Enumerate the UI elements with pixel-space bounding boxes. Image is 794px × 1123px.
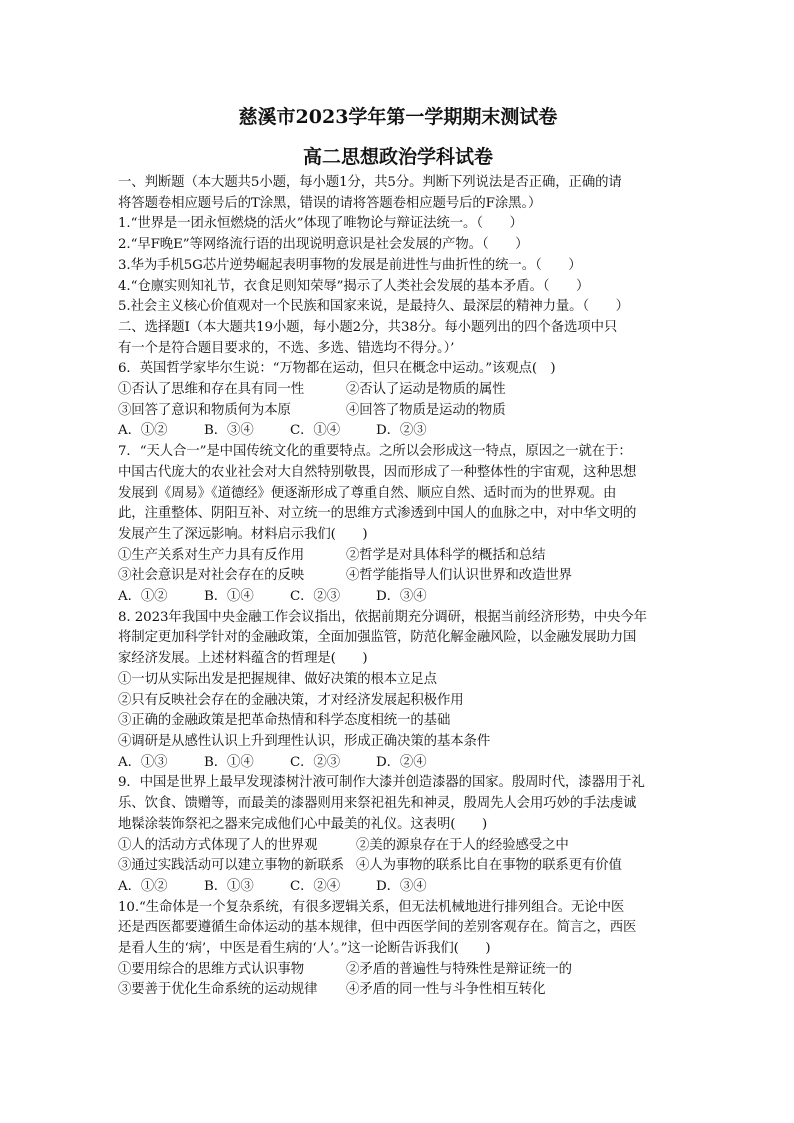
option-c: C．②④: [290, 878, 341, 894]
question-stem-cont: 乐、饮食、馈赠等，而最美的漆器则用来祭祀祖先和神灵，殷周先人会用巧妙的手法虔诚: [118, 796, 637, 812]
option-a: A．①③: [118, 754, 168, 770]
statement-2: ②哲学是对具体科学的概括和总结: [346, 547, 546, 563]
question-stem: 9．中国是世界上最早发现漆树汁液可制作大漆并创造漆器的国家。殷周时代，漆器用于礼: [118, 775, 645, 791]
statement-4: ④回答了物质是运动的物质: [346, 402, 506, 418]
option-b: B．③④: [204, 423, 254, 439]
answer-options: [118, 753, 678, 774]
statement-3: ③回答了意识和物质何为本原: [118, 402, 291, 418]
option-a: A．①②: [118, 423, 168, 439]
question-stem: 8. 2023年我国中央金融工作会议指出，依据前期充分调研，根据当前经济形势，中央今年: [118, 609, 647, 625]
answer-options: [118, 587, 678, 608]
question-stem-cont: 中国古代庞大的农业社会对大自然特别敬畏，因而形成了一种整体性的宇宙观，这种思想: [118, 464, 637, 480]
statement-4: ④矛盾的同一性与斗争性相互转化: [346, 982, 546, 998]
judgment-item-2: 2.“早F晚E”等网络流行语的出现说明意识是社会发展的产物。（ ）: [118, 237, 529, 253]
question-stem-cont: 发展到《周易》《道德经》便逐渐形成了尊重自然、顺应自然、适时而为的世界观。由: [118, 485, 617, 501]
option-b: B．①④: [204, 754, 254, 770]
section1-header-cont: 将答题卷相应题号后的T涂黑，错误的请将答题卷相应题号后的F涂黑。）: [118, 195, 542, 211]
section2-header-cont: 有一个是符合题目要求的，不选、多选、错选均不得分。）’: [118, 340, 455, 356]
statement-2: ②只有反映社会存在的金融决策，才对经济发展起积极作用: [118, 692, 464, 708]
question-10: [118, 898, 678, 1002]
judgment-item-4: 4.“仓廪实则知礼节，衣食足则知荣辱”揭示了人类社会发展的基本矛盾。（ ）: [118, 278, 590, 294]
question-stem-cont: 是看人生的‘病’，中医是看生病的‘人’。”这一论断告诉我们( ): [118, 941, 491, 957]
statement-2: ②矛盾的普遍性与特殊性是辩证统一的: [346, 961, 572, 977]
option-c: C．②③: [290, 589, 341, 605]
statement-2: ②美的源泉存在于人的经验感受之中: [356, 837, 569, 853]
statement-4: ④哲学能指导人们认识世界和改造世界: [346, 568, 572, 584]
statement-2: ②否认了运动是物质的属性: [346, 382, 506, 398]
statement-3: ③正确的金融政策是把革命热情和科学态度相统一的基础: [118, 713, 451, 729]
question-stem: 6．英国哲学家毕尔生说：“万物都在运动，但只在概念中运动。”该观点( ): [118, 361, 556, 377]
judgment-item-1: 1.“世界是一团永恒燃烧的活火”体现了唯物论与辩证法统一。（ ）: [118, 216, 523, 232]
question-8: [118, 608, 678, 774]
question-9: [118, 773, 678, 897]
option-b: B．①④: [204, 589, 254, 605]
question-stem: 10.“生命体是一个复杂系统，有很多逻辑关系，但无法机械地进行排列组合。无论中医: [118, 899, 625, 915]
question-stem: 7．“天人合一”是中国传统文化的重要特点。之所以会形成这一特点，原因之一就在于：: [118, 444, 632, 460]
statement-3: ③通过实践活动可以建立事物的新联系: [118, 858, 344, 874]
question-stem-cont: 还是西医都要遵循生命体运动的基本规律，但中西医学间的差别客观存在。简言之，西医: [118, 920, 637, 936]
question-stem-cont: 将制定更加科学针对的金融政策，全面加强监管，防范化解金融风险，以金融发展助力国: [118, 630, 637, 646]
question-7: [118, 442, 678, 608]
section-judgment: [118, 173, 678, 318]
statement-1: ①否认了思维和存在具有同一性: [118, 382, 305, 398]
section2-header: 二、选择题Ⅰ（本大题共19小题，每小题2分，共38分。每小题列出的四个备选项中只: [118, 319, 618, 335]
statement-4: ④人为事物的联系比自在事物的联系更有价值: [356, 858, 622, 874]
option-d: D．③④: [376, 589, 427, 605]
option-a: A．①②: [118, 878, 168, 894]
statement-1: ①一切从实际出发是把握规律、做好决策的根本立足点: [118, 671, 437, 687]
statement-4: ④调研是从感性认识上升到理性认识，形成正确决策的基本条件: [118, 733, 491, 749]
statement-3: ③要善于优化生命系统的运动规律: [118, 982, 318, 998]
answer-options: [118, 421, 678, 442]
section1-header: 一、判断题（本大题共5小题，每小题1分，共5分。判断下列说法是否正确，正确的请: [118, 175, 622, 190]
question-stem-cont: 地髹涂装饰祭祀之器来完成他们心中最美的礼仪。这表明( ): [118, 816, 488, 832]
answer-options: [118, 877, 678, 898]
option-d: D．②③: [376, 423, 427, 439]
option-d: D．③④: [376, 878, 427, 894]
question-stem-cont: 此，注重整体、阴阳互补、对立统一的思维方式渗透到中国人的血脉之中，对中华文明的: [118, 506, 637, 522]
option-a: A．①②: [118, 589, 168, 605]
section-choice: [118, 318, 678, 359]
question-6: [118, 359, 678, 442]
statement-1: ①生产关系对生产力具有反作用: [118, 547, 305, 563]
statement-1: ①要用综合的思维方式认识事物: [118, 961, 305, 977]
question-stem-cont: 发展产生了深远影响。材料启示我们( ): [118, 526, 368, 542]
judgment-item-3: 3.华为手机5G芯片逆势崛起表明事物的发展是前进性与曲折性的统一。（ ）: [118, 257, 582, 273]
exam-title: 慈溪市2023学年第一学期期末测试卷: [238, 106, 558, 128]
question-stem-cont: 家经济发展。上述材料蕴含的哲理是( ): [118, 651, 368, 667]
judgment-item-5: 5.社会主义核心价值观对一个民族和国家来说，是最持久、最深层的精神力量。（ ）: [118, 299, 629, 315]
statement-3: ③社会意识是对社会存在的反映: [118, 568, 305, 584]
exam-subtitle: 高二思想政治学科试卷: [302, 146, 493, 168]
option-d: D．②④: [376, 754, 427, 770]
option-b: B．①③: [204, 878, 254, 894]
option-c: C．①④: [290, 423, 341, 439]
exam-page: [118, 100, 678, 1001]
option-c: C．②③: [290, 754, 341, 770]
statement-1: ①人的活动方式体现了人的世界观: [118, 837, 318, 853]
